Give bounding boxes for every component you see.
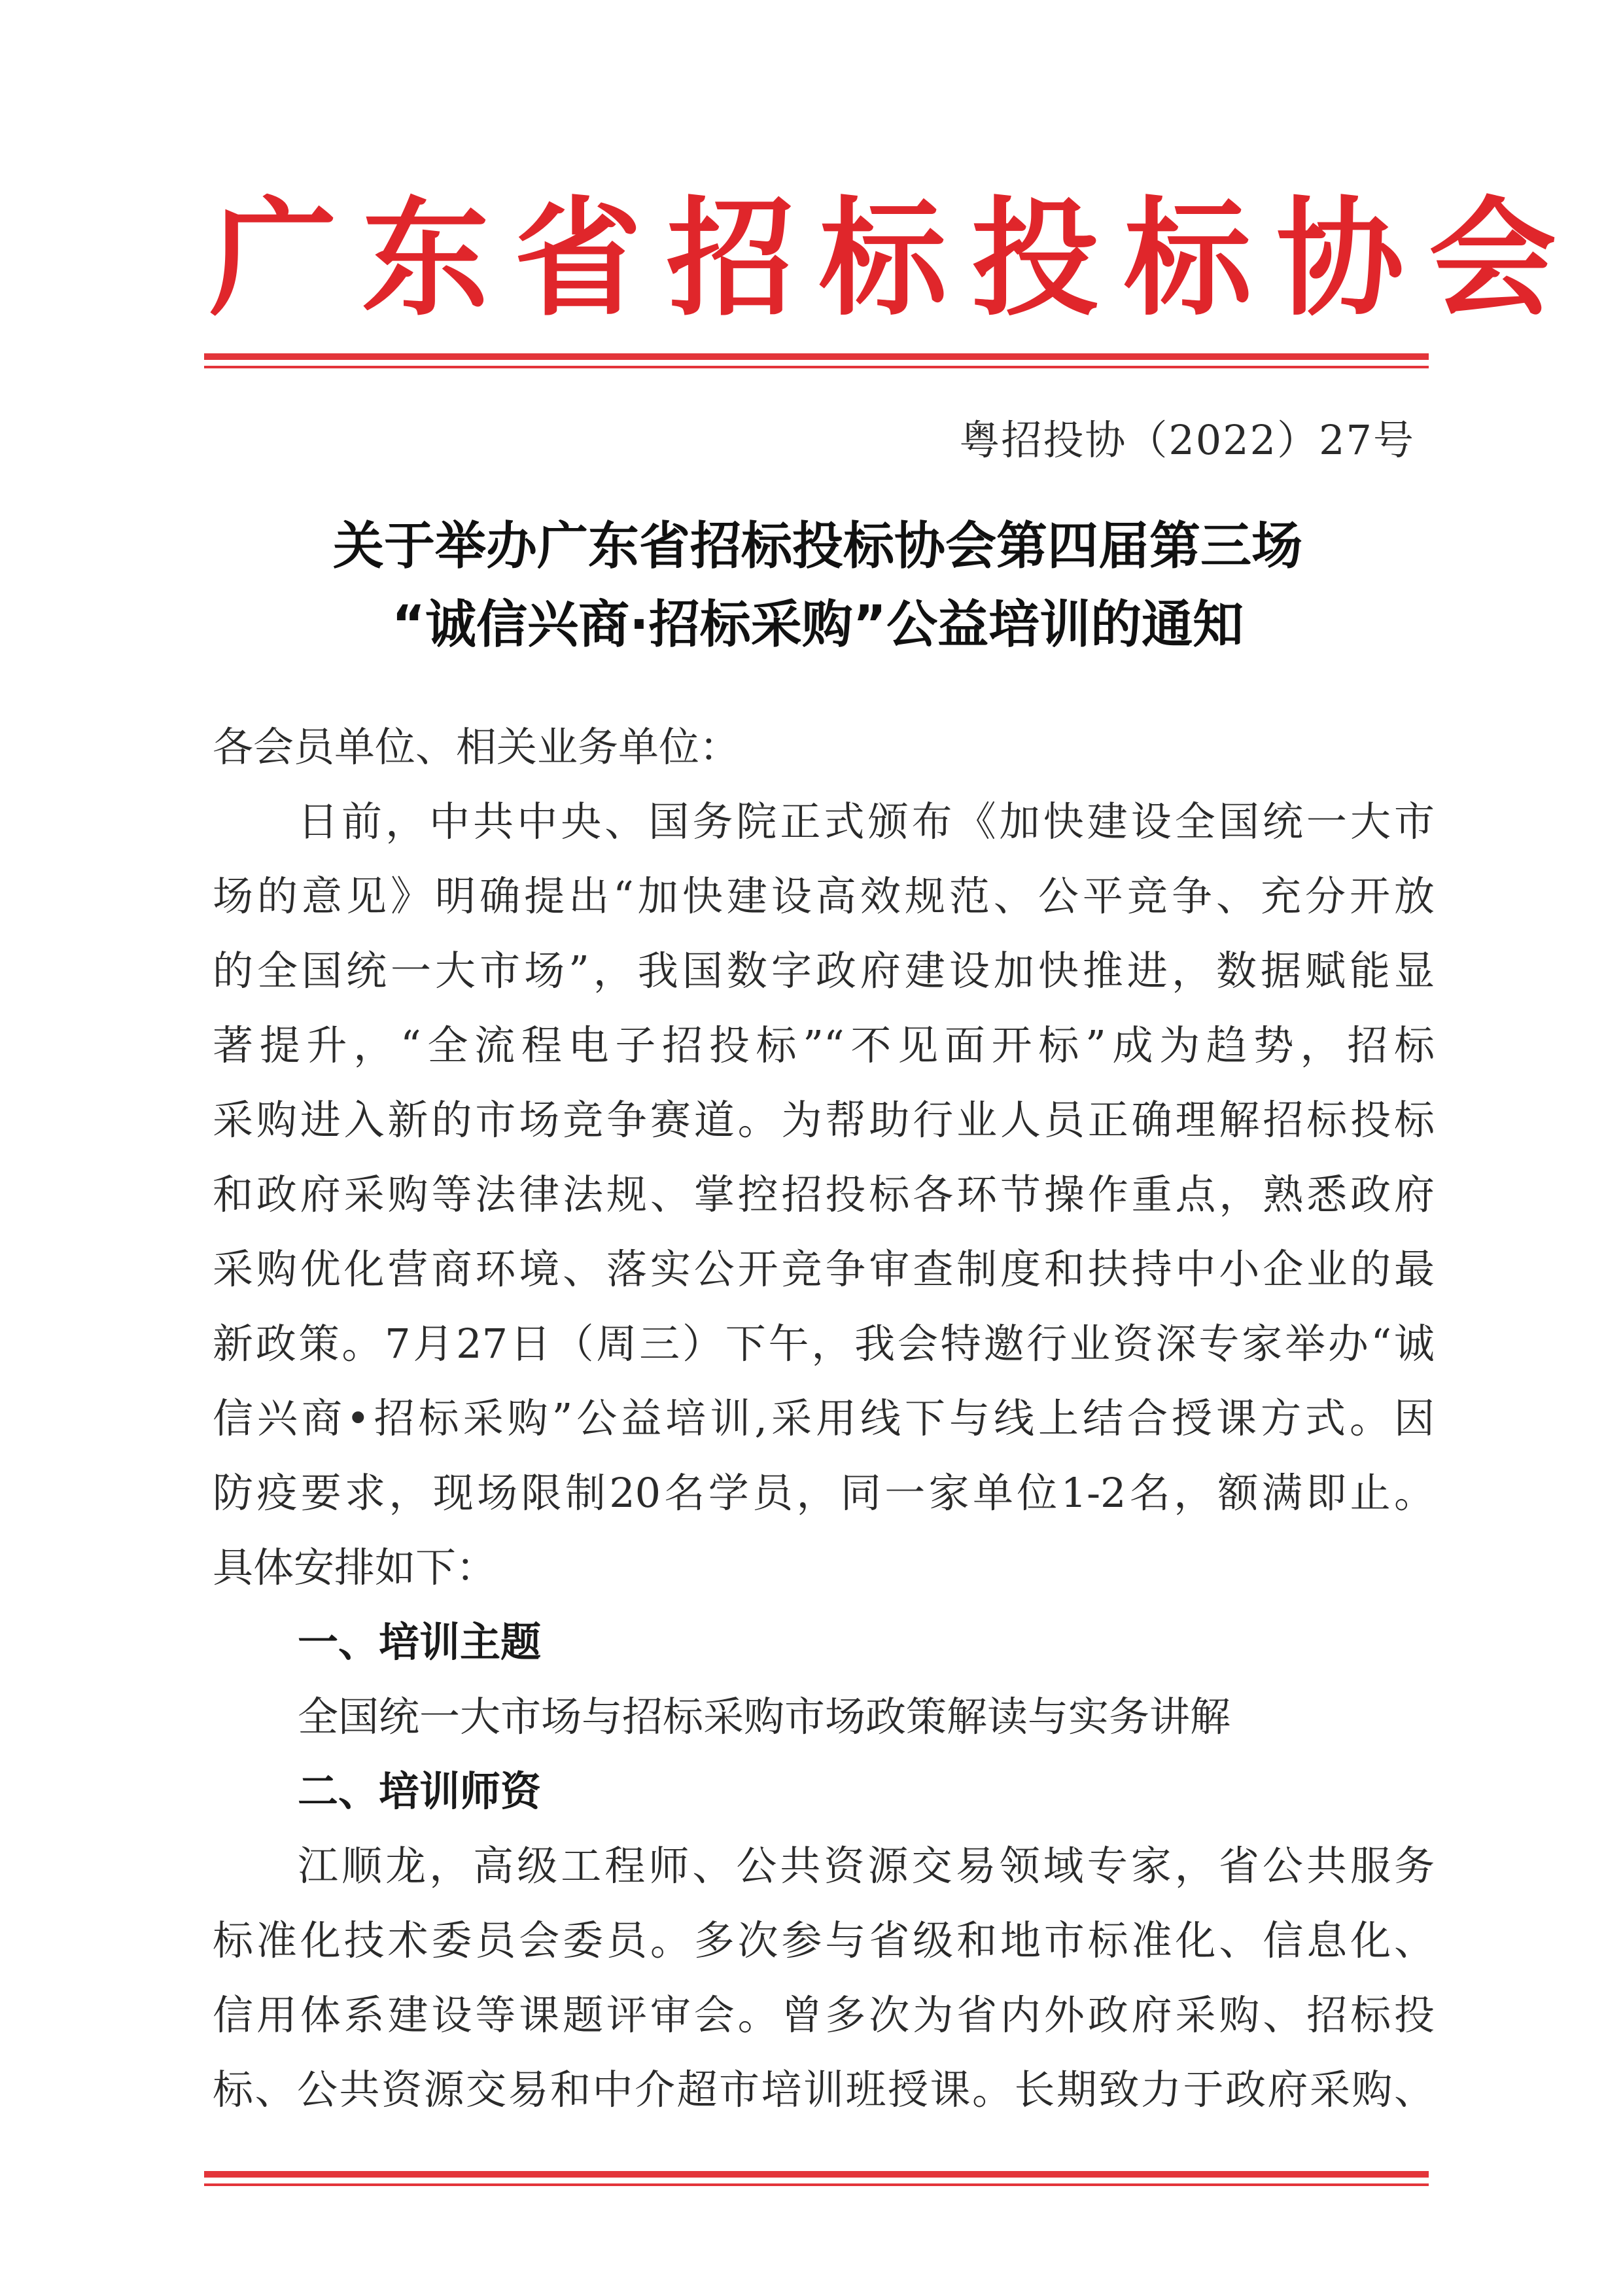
paragraph-1-line: 场的意见》明确提出“加快建设高效规范、公平竞争、充分开放 — [213, 872, 1435, 920]
section-2-line: 江顺龙，高级工程师、公共资源交易领域专家，省公共服务 — [298, 1842, 1435, 1890]
header-rule-thick — [204, 353, 1429, 360]
paragraph-1-line: 和政府采购等法律法规、掌控招投标各环节操作重点，熟悉政府 — [213, 1171, 1435, 1218]
section-2-line: 标、公共资源交易和中介超市培训班授课。长期致力于政府采购、 — [213, 2066, 1435, 2113]
document-number: 粤招投协（2022）27号 — [959, 416, 1415, 464]
salutation: 各会员单位、相关业务单位： — [213, 723, 741, 771]
section-1-text: 全国统一大市场与招标采购市场政策解读与实务讲解 — [298, 1693, 1231, 1740]
paragraph-1-line: 防疫要求，现场限制20名学员，同一家单位1-2名，额满即止。 — [213, 1469, 1435, 1517]
paragraph-1-line: 日前，中共中央、国务院正式颁布《加快建设全国统一大市 — [298, 798, 1435, 845]
footer-red-rule — [204, 2171, 1429, 2186]
notice-body — [213, 710, 1435, 2127]
section-2-line: 信用体系建设等课题评审会。曾多次为省内外政府采购、招标投 — [213, 1991, 1435, 2039]
header-rule-thin — [204, 366, 1429, 368]
section-2-heading: 二、培训师资 — [298, 1767, 542, 1815]
masthead-title: 广东省招标投标协会 — [209, 183, 1581, 333]
paragraph-1-line: 著提升，“全流程电子招投标”“不见面开标”成为趋势，招标 — [213, 1021, 1435, 1069]
notice-title-line-2: “诚信兴商·招标采购”公益培训的通知 — [391, 595, 1244, 654]
footer-rule-thick — [204, 2171, 1429, 2178]
notice-title — [216, 507, 1420, 664]
footer-rule-thin — [204, 2183, 1429, 2186]
paragraph-1-line: 采购进入新的市场竞争赛道。为帮助行业人员正确理解招标投标 — [213, 1096, 1435, 1144]
paragraph-1-line: 采购优化营商环境、落实公开竞争审查制度和扶持中小企业的最 — [213, 1245, 1435, 1293]
paragraph-1-line: 的全国统一大市场”，我国数字政府建设加快推进，数据赋能显 — [213, 947, 1435, 995]
notice-title-line-1: 关于举办广东省招标投标协会第四届第三场 — [332, 517, 1302, 576]
paragraph-1-line: 新政策。7月27日（周三）下午，我会特邀行业资深专家举办“诚 — [213, 1320, 1435, 1368]
paragraph-1-line: 具体安排如下： — [213, 1544, 497, 1591]
section-2-line: 标准化技术委员会委员。多次参与省级和地市标准化、信息化、 — [213, 1916, 1435, 1964]
section-1-heading: 一、培训主题 — [298, 1618, 542, 1666]
paragraph-1-line: 信兴商•招标采购”公益培训,采用线下与线上结合授课方式。因 — [213, 1394, 1435, 1442]
header-red-rule — [204, 353, 1429, 368]
